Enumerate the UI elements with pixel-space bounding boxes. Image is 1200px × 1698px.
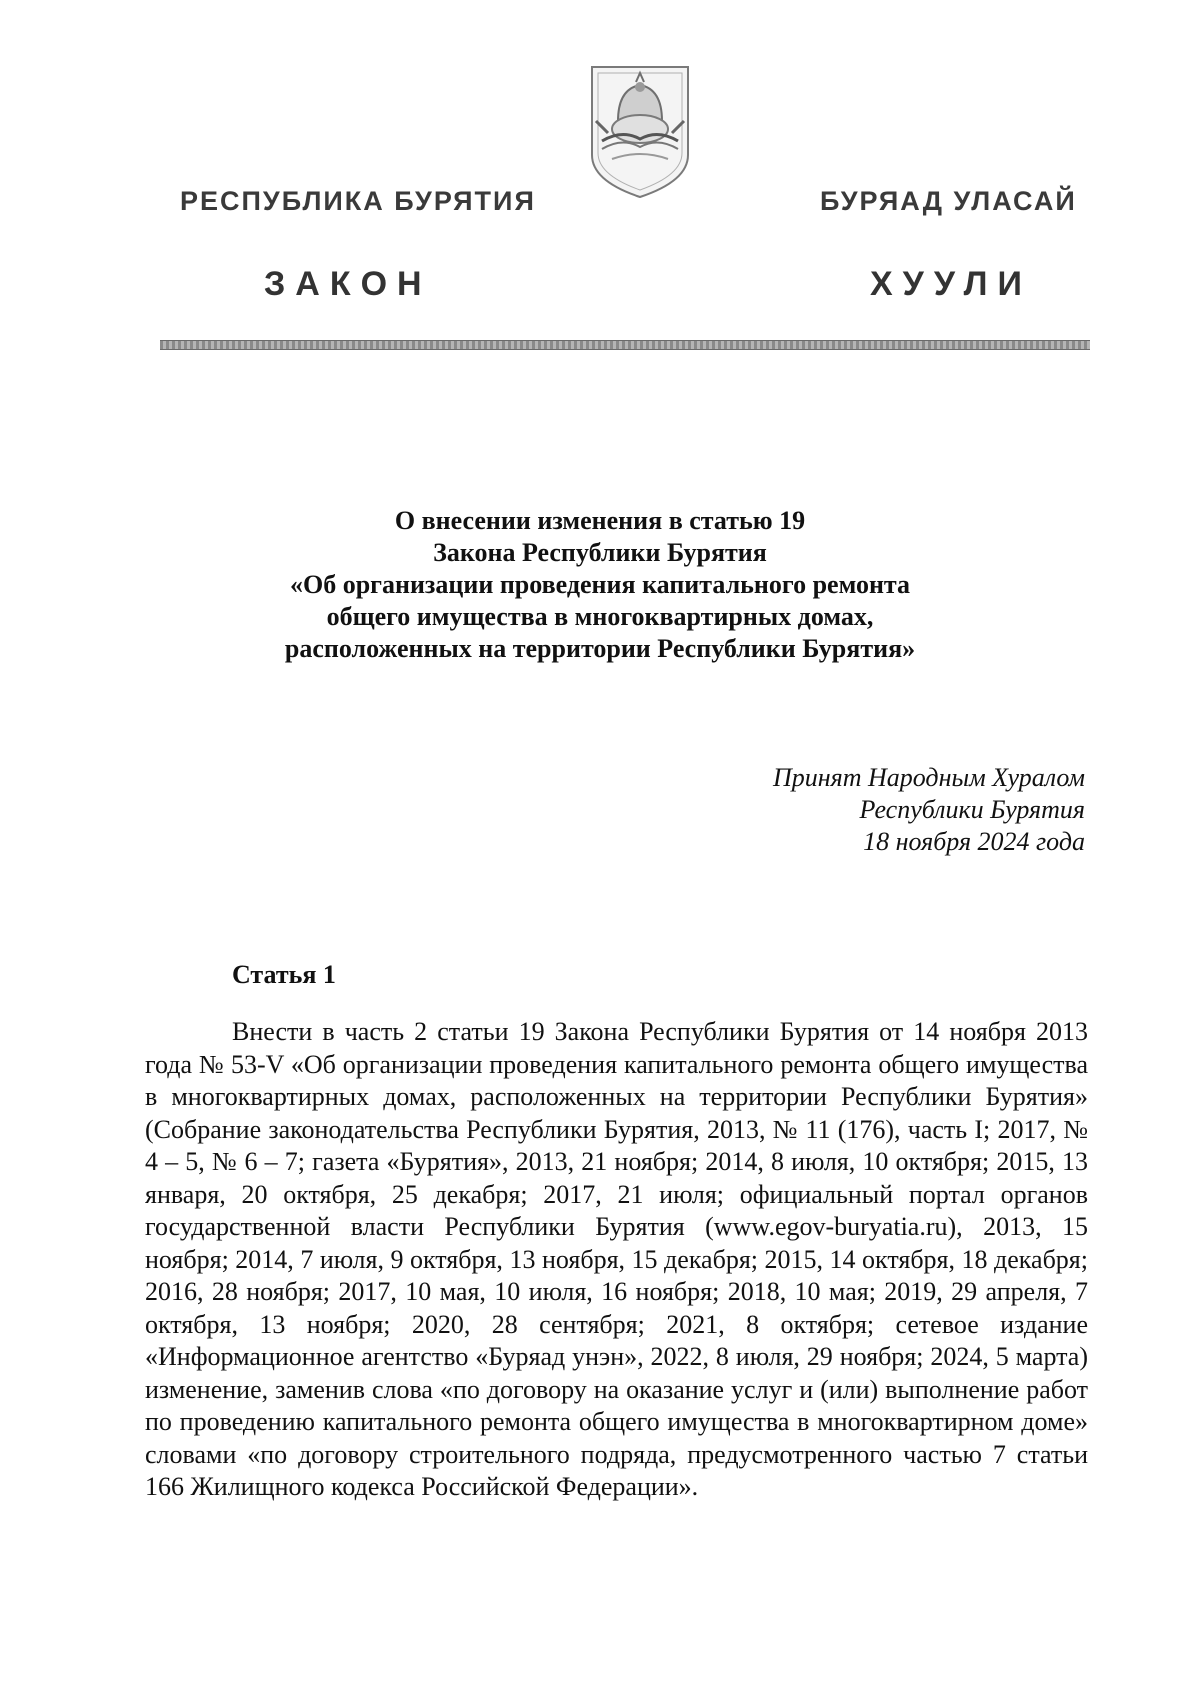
adoption-note — [773, 762, 1085, 858]
law-title-line: О внесении изменения в статью 19 — [394, 506, 806, 535]
header-law-bua: ХУУЛИ — [870, 265, 1032, 303]
header-divider — [160, 340, 1090, 350]
header-republic-ru: РЕСПУБЛИКА БУРЯТИЯ — [180, 186, 536, 216]
coat-of-arms-icon — [588, 63, 692, 199]
law-title — [180, 505, 1020, 665]
law-title-line: «Об организации проведения капитального ремонта — [289, 570, 911, 599]
law-title-line: расположенных на территории Республики Бурятия» — [284, 634, 916, 663]
article-heading: Статья 1 — [232, 960, 336, 989]
law-title-line: общего имущества в многоквартирных домах, — [326, 602, 874, 631]
header-republic-bua: БУРЯАД УЛАСАЙ — [820, 186, 1077, 216]
law-title-line: Закона Республики Бурятия — [433, 538, 767, 567]
article-body: Внести в часть 2 статьи 19 Закона Республики Бурятия от 14 ноября 2013 года № 53-V «Об организации проведения капитального ремонта общего имущества в многоквартирных домах, расположенных на территории Республики Бурятия» (Собрание законодательства Республики Бурятия, 2013, № 11 (176), часть I; 2017, № 4 – 5, № 6 – 7; газета «Бурятия», 2013, 21 ноября; 2014, 8 июля, 10 октября; 2015, 13 января, 20 октября, 25 декабря; 2017, 21 июля; официальный портал органов государственной власти Республики Бурятия (www.egov-buryatia.ru), 2013, 15 ноября; 2014, 7 июля, 9 октября, 13 ноября, 15 декабря; 2015, 14 октября, 18 декабря; 2016, 28 ноября; 2017, 10 мая, 10 июля, 16 ноября; 2018, 10 мая; 2019, 29 апреля, 7 октября, 13 ноября; 2020, 28 сентября; 2021, 8 октября; сетевое издание «Информационное агентство «Буряад унэн», 2022, 8 июля, 29 ноября; 2024, 5 марта) изменение, заменив слова «по договору на оказание услуг и (или) выполнение работ по проведению капитального ремонта общего имущества в многоквартирном доме» словами «по договору строительного подряда, предусмотренного частью 7 статьи 166 Жилищного кодекса Российской Федерации». — [145, 1017, 1088, 1501]
header-law-ru: ЗАКОН — [264, 265, 432, 303]
adoption-line: Принят Народным Хуралом — [772, 763, 1085, 792]
adoption-date: 18 ноября 2024 года — [863, 827, 1085, 856]
adoption-line: Республики Бурятия — [859, 795, 1085, 824]
